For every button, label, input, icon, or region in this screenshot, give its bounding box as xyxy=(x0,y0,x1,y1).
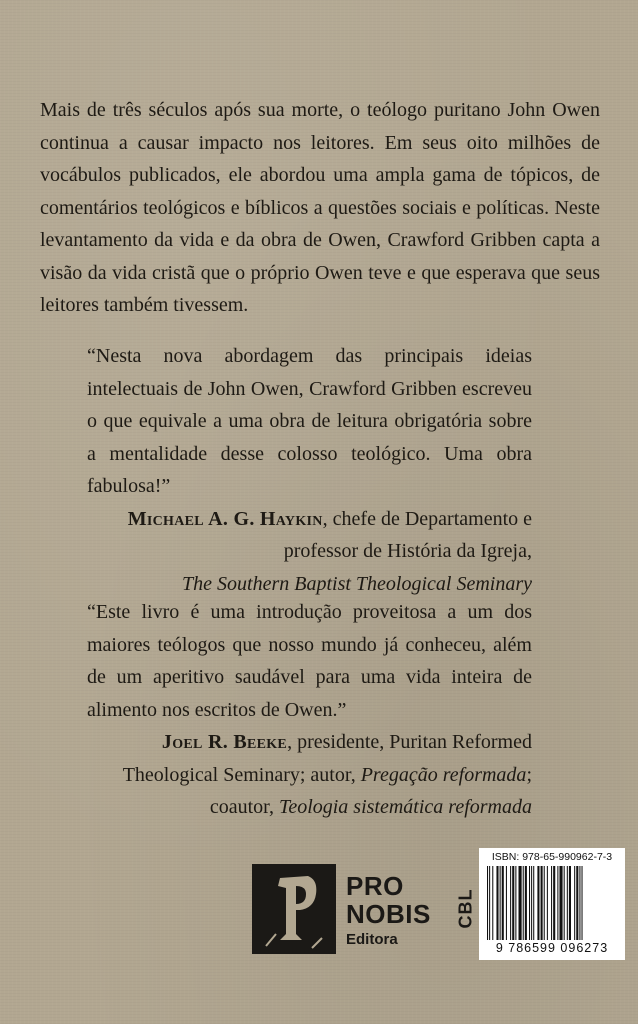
barcode-bar xyxy=(487,866,488,940)
publisher-name-line1: PRO xyxy=(346,871,404,901)
endorser-role: , chefe de Departamento e professor de História da Igreja, xyxy=(283,507,532,562)
barcode-bar xyxy=(569,866,571,940)
endorser-name: Michael A. G. Haykin xyxy=(127,507,323,530)
barcode-bar xyxy=(553,866,555,940)
barcode-bar xyxy=(502,866,504,940)
endorsement-attribution xyxy=(87,726,532,824)
barcode-bar xyxy=(533,866,534,940)
endorsement-quote: “Este livro é uma introdução proveitosa a um dos maiores teólogos que nosso mundo já conheceu, além de um aperitivo saudável para uma vida inteira de alimento nos escritos de Owen.” xyxy=(87,601,532,721)
barcode-bar xyxy=(523,866,524,940)
barcode-bar xyxy=(515,866,516,940)
synopsis-text: Mais de três séculos após sua morte, o teólogo puritano John Owen continua a causar impacto nos leitores. Em seus oito milhões de vocábulos publicados, ele abordou uma ampla gama de tópicos, de comentários teológicos e bíblicos a questões sociais e políticas. Neste levantamento da vida e da obra de Owen, Crawford Gribben capta a visão da vida cristã que o próprio Owen teve e que esperava que seus leitores também tivessem. xyxy=(40,99,600,316)
ean-digits: 9 786599 096273 xyxy=(495,941,609,955)
barcode-bar xyxy=(510,866,511,940)
endorser-role: , presidente, Puritan Reformed Theological Seminary; autor, xyxy=(122,731,532,786)
barcode-bar xyxy=(506,866,507,940)
barcode-bar xyxy=(496,866,498,940)
publisher-wordmark xyxy=(346,872,431,950)
endorser-institution: The Southern Baptist Theological Seminary xyxy=(182,572,532,595)
publisher-logo xyxy=(252,864,442,954)
barcode-bar xyxy=(531,866,532,940)
barcode-bar xyxy=(537,866,539,940)
barcode-graphic xyxy=(485,866,619,940)
barcode-bar xyxy=(557,866,558,940)
barcode-bar xyxy=(574,866,575,940)
barcode-bar xyxy=(525,866,527,940)
barcode-bar xyxy=(529,866,530,940)
barcode-bar xyxy=(576,866,578,940)
endorsement-quote: “Nesta nova abordagem das principais ideias intelectuais de John Owen, Crawford Gribben escreveu o que equivale a uma obra de leitura obrigatória sobre a mentalidade desse colosso teológico. Uma obra fabulosa!” xyxy=(87,345,532,497)
barcode-bar xyxy=(544,866,545,940)
barcode-bars xyxy=(485,866,619,940)
barcode-bar xyxy=(564,866,565,940)
barcode-bar xyxy=(582,866,583,940)
publisher-name-line3: Editora xyxy=(346,931,398,948)
cbl-mark xyxy=(456,864,476,952)
barcode-bar xyxy=(547,866,548,940)
barcode-bar xyxy=(567,866,568,940)
endorser-book: Teologia sistemática reformada xyxy=(279,796,532,818)
endorsement-attribution xyxy=(87,503,532,601)
endorsement-haykin xyxy=(87,340,532,600)
barcode-bar xyxy=(559,866,562,940)
barcode-bar xyxy=(551,866,552,940)
barcode-bar xyxy=(541,866,543,940)
endorser-role-continued: ; coautor, xyxy=(209,763,532,818)
endorser-name: Joel R. Beeke xyxy=(161,731,288,753)
blackletter-p-graphic xyxy=(252,864,336,954)
cbl-label: CBL xyxy=(455,888,476,928)
barcode-bar xyxy=(489,866,490,940)
barcode-bar xyxy=(512,866,514,940)
endorser-book: Pregação reformada xyxy=(360,763,527,786)
isbn-barcode xyxy=(479,848,625,960)
synopsis xyxy=(40,94,600,322)
barcode-bar xyxy=(519,866,522,940)
barcode-bar xyxy=(500,866,501,940)
blackletter-p-icon xyxy=(252,864,336,954)
endorsement-beeke xyxy=(87,596,532,824)
barcode-bar xyxy=(492,866,493,940)
publisher-name-line2: NOBIS xyxy=(346,899,431,929)
isbn-label: ISBN: 978-65-990962-7-3 xyxy=(491,851,613,863)
barcode-bar xyxy=(579,866,580,940)
